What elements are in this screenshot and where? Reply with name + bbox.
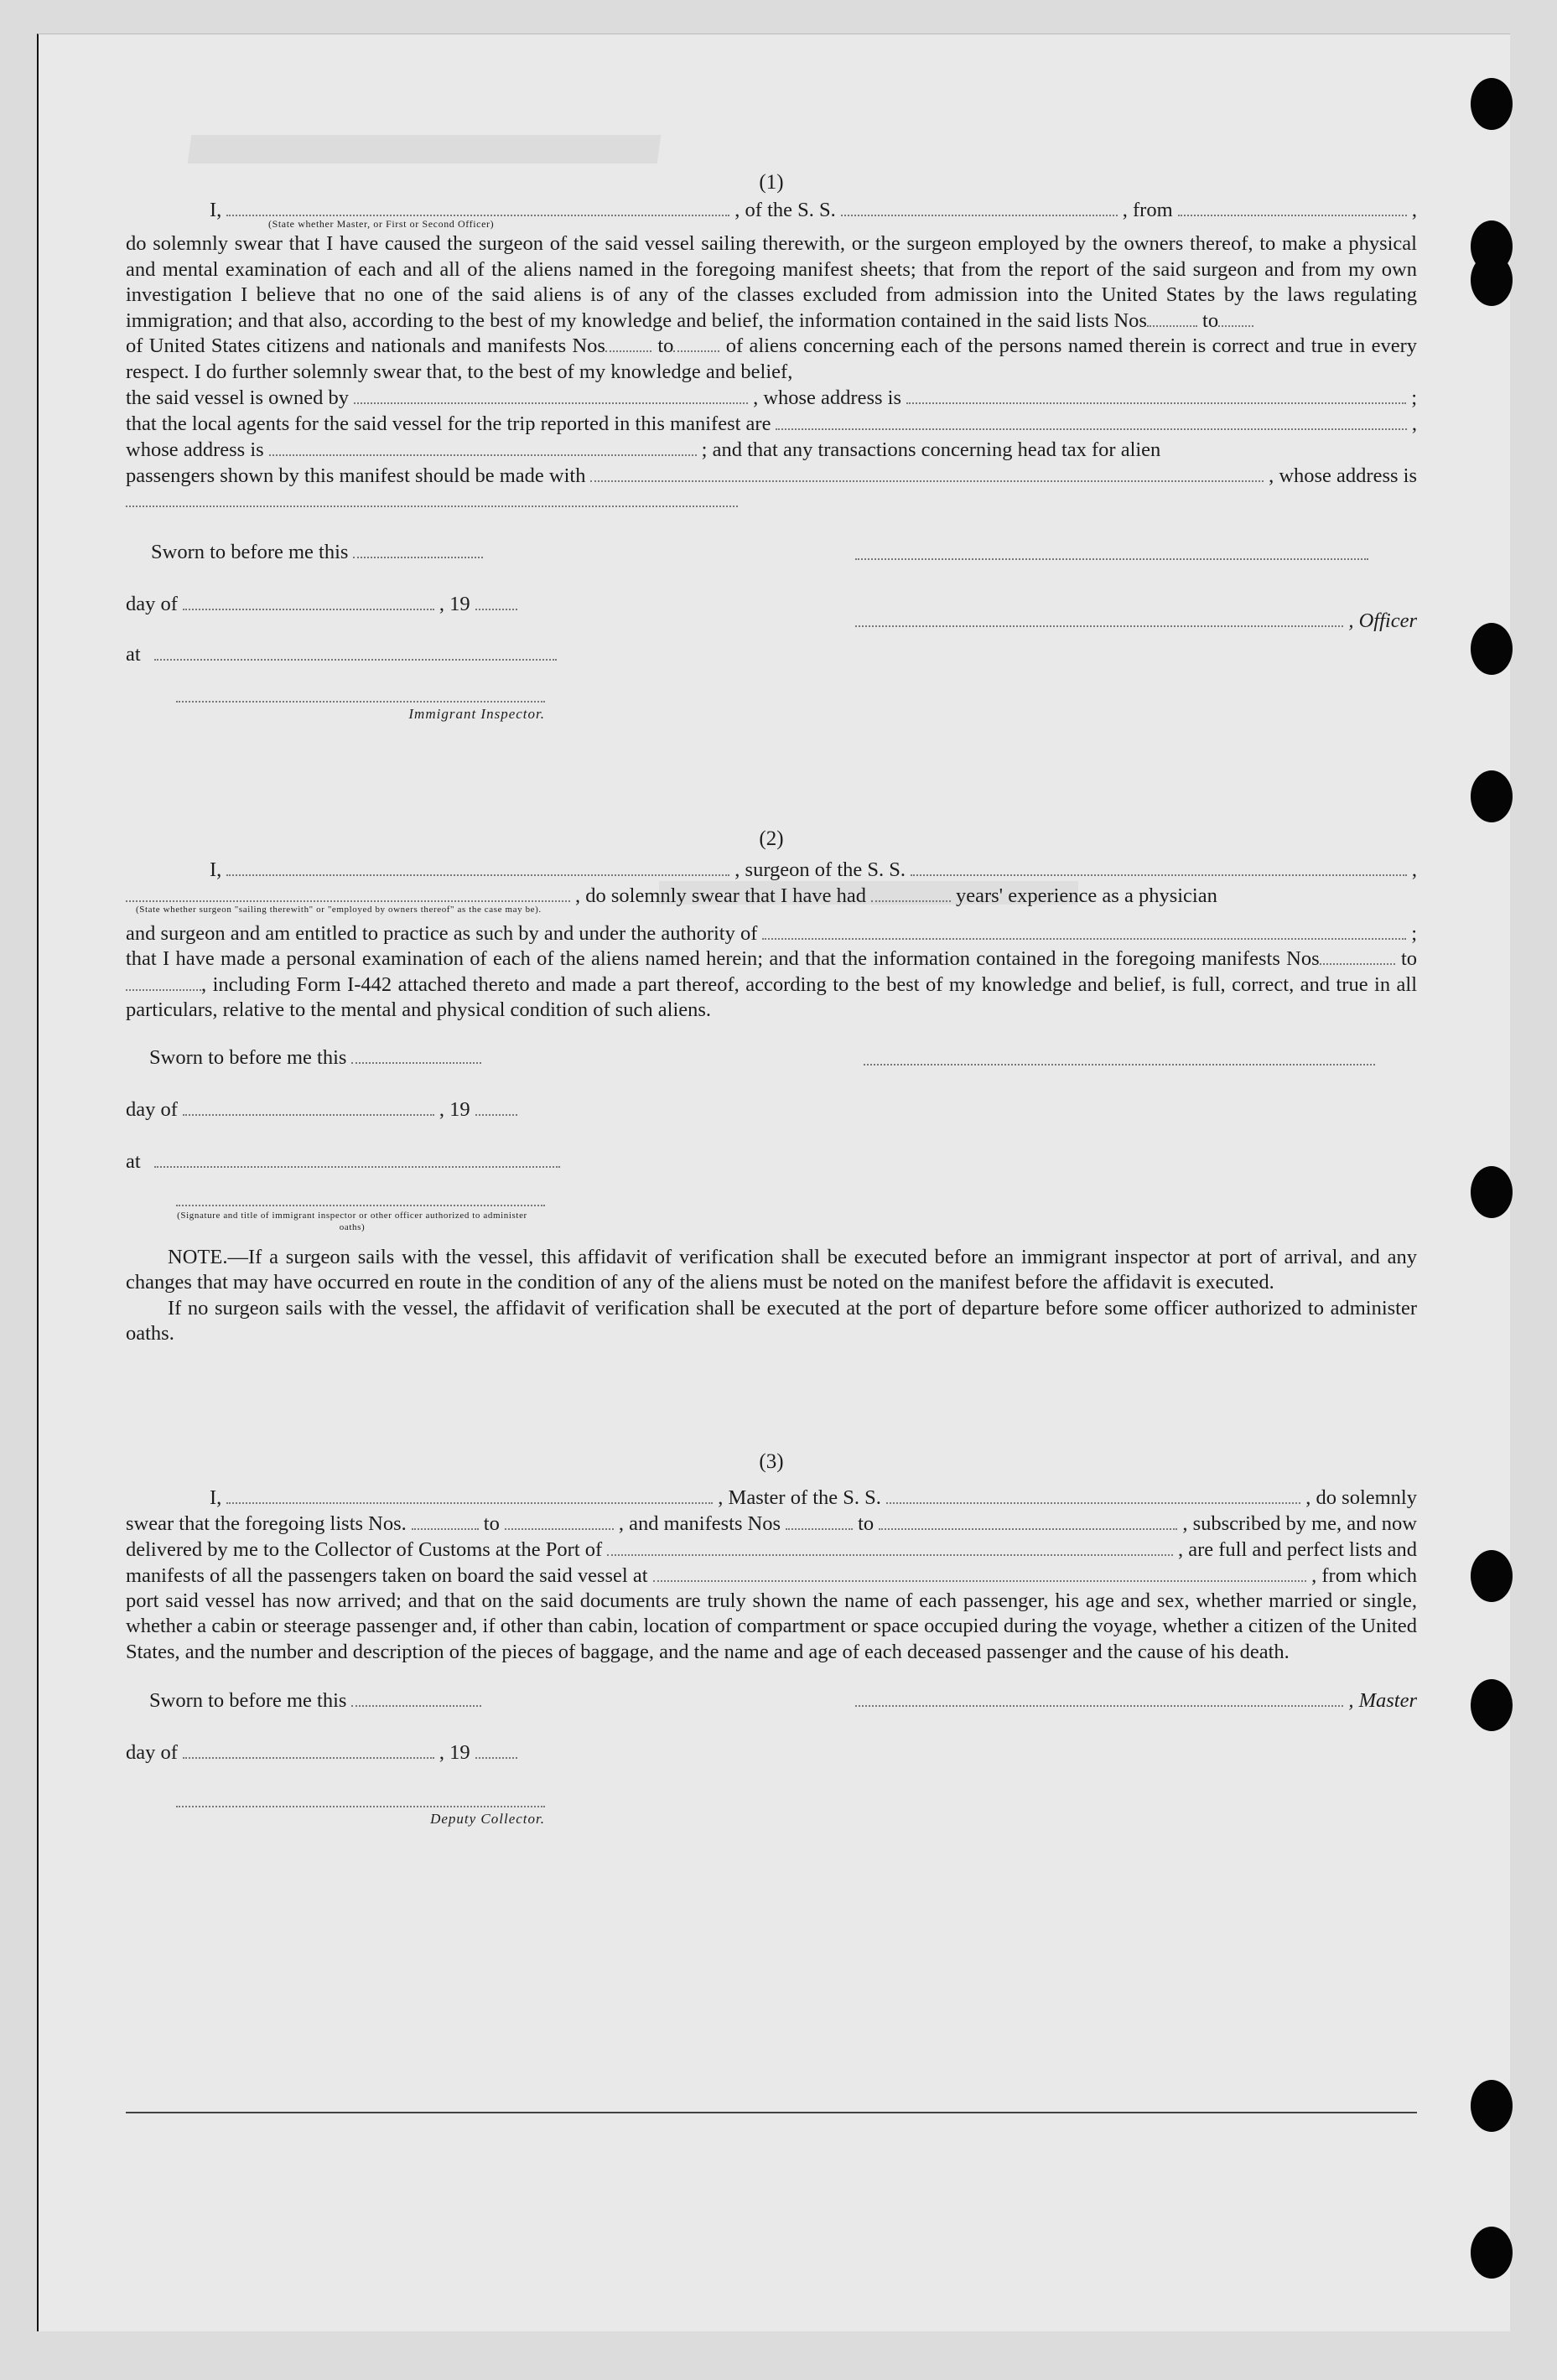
blank-sworn-day[interactable] <box>351 1045 481 1064</box>
blank-place[interactable] <box>154 1149 560 1168</box>
blank-surgeon-status[interactable] <box>126 884 570 902</box>
blank-manifests-to[interactable] <box>879 1511 1177 1530</box>
blank-manifests-from[interactable] <box>605 350 651 352</box>
punch-hole <box>1471 623 1513 675</box>
day-of-line: day of , 19 <box>126 1740 522 1765</box>
form-content <box>126 169 1417 1848</box>
section1-signatures <box>126 540 1417 749</box>
blank-authority[interactable] <box>762 921 1406 940</box>
blank-year[interactable] <box>475 1097 517 1116</box>
deputy-signature[interactable]: Deputy Collector. <box>176 1797 545 1828</box>
blank-vessel[interactable] <box>841 198 1118 216</box>
punch-hole <box>1471 1166 1513 1218</box>
line-lists: swear that the foregoing lists Nos. to , and manifests Nos to , subscribed by me, and now <box>126 1511 1417 1535</box>
inspector-signature[interactable]: Immigrant Inspector. <box>176 692 545 723</box>
section2-body: that I have made a personal examination of each of the aliens named herein; and that the information contained in the foregoing manifests Nos to, including Form I-442 attached thereto and made a part thereof, according to the best of my knowledge and belief, is full, correct, and true in all particulars, relative to the mental and physical condition of such aliens. <box>126 947 1417 1021</box>
blank-port[interactable] <box>607 1537 1173 1556</box>
sworn-line: Sworn to before me this <box>151 540 488 564</box>
blank-from[interactable] <box>1178 198 1407 216</box>
blank-place[interactable] <box>154 642 557 661</box>
blank-officer-signature[interactable] <box>855 609 1343 627</box>
day-of-line: day of , 19 <box>126 1097 522 1122</box>
line-address-continued <box>126 489 1417 515</box>
surgeon-caption: (State whether surgeon "sailing therewith" or "employed by owners thereof" as the case may be). <box>136 905 542 915</box>
line-agents: that the local agents for the said vessel for the trip reported in this manifest are , <box>126 412 1417 435</box>
inspector-signature[interactable]: (Signature and title of immigrant inspector or other officer authorized to administer oaths) <box>176 1196 545 1233</box>
officer-signature-upper[interactable] <box>855 540 1368 560</box>
note-paragraph-2: If no surgeon sails with the vessel, the affidavit of verification shall be executed at the port of departure before some officer authorized to administer oaths. <box>126 1296 1417 1345</box>
note-paragraph: NOTE.—If a surgeon sails with the vessel, this affidavit of verification shall be executed before an immigrant inspector at port of arrival, and any changes that may have occurred en route in the condition of any of the aliens must be noted on the manifest before the affidavit is executed. <box>126 1245 1417 1294</box>
blank-month[interactable] <box>183 592 434 610</box>
blank-owner-address[interactable] <box>906 386 1406 404</box>
day-of-line: day of , 19 <box>126 592 522 616</box>
surgeon-signature[interactable] <box>864 1045 1375 1066</box>
punch-hole <box>1471 1679 1513 1731</box>
line-surgeon-status: , do solemnly swear that I have had years' experience as a physician <box>126 883 1417 909</box>
blank-month[interactable] <box>183 1740 434 1759</box>
blank-sworn-day[interactable] <box>353 540 483 558</box>
section-number: (2) <box>759 827 784 850</box>
master-line: , Master <box>855 1688 1417 1713</box>
punch-hole <box>1471 2227 1513 2279</box>
blank-lists-to[interactable] <box>505 1511 614 1530</box>
blank-surgeon-manifests-to[interactable] <box>126 989 201 991</box>
blank-year[interactable] <box>475 592 517 610</box>
bottom-rule <box>126 2112 1417 2113</box>
line-master-name: I, , of the S. S. , from , <box>210 199 1417 221</box>
blank-master-name[interactable] <box>226 1486 713 1504</box>
blank-contact-address[interactable] <box>126 489 738 507</box>
blank-surgeon-vessel[interactable] <box>911 858 1407 876</box>
at-line: at <box>126 1149 565 1174</box>
blank-lists-from[interactable] <box>1147 325 1197 327</box>
line-master: I, , Master of the S. S. , do solemnly <box>210 1486 1417 1509</box>
rank-caption: (State whether Master, or First or Second Officer) <box>268 218 495 230</box>
section3-body: port said vessel has now arrived; and that on the said documents are truly shown the name of each passenger, his age and sex, whether married or single, whether a cabin or steerage passenger and, if other than cabin, location of compartment or space occupied during the voyage, whether a citizen of the United States, and the number and description of the pieces of baggage, and the name and age of each deceased passenger and the cause of his death. <box>126 1589 1417 1663</box>
blank-lists-to[interactable] <box>1218 325 1253 327</box>
blank-head-tax-contact[interactable] <box>590 464 1264 482</box>
blank-master-signature[interactable] <box>855 1688 1343 1707</box>
line-authority: and surgeon and am entitled to practice as such by and under the authority of ; <box>126 922 1417 945</box>
blank-agents[interactable] <box>776 412 1406 430</box>
sworn-line: Sworn to before me this <box>149 1688 486 1713</box>
blank-agent-address[interactable] <box>269 438 697 456</box>
section-number: (3) <box>759 1449 784 1473</box>
blank-owner[interactable] <box>354 386 748 404</box>
line-delivered: delivered by me to the Collector of Customs at the Port of , are full and perfect lists and <box>126 1537 1417 1561</box>
punch-hole <box>1471 254 1513 306</box>
blank-manifests-to[interactable] <box>673 350 719 352</box>
blank-years[interactable] <box>871 884 951 902</box>
bleed-through <box>188 135 662 163</box>
punch-hole <box>1471 78 1513 130</box>
line-taken-at: manifests of all the passengers taken on board the said vessel at , from which <box>126 1563 1417 1587</box>
line-surgeon-name: I, , surgeon of the S. S. , <box>210 858 1417 881</box>
line-agent-address: whose address is ; and that any transactions concerning head tax for alien <box>126 438 1161 461</box>
blank-name[interactable] <box>226 198 729 216</box>
blank-year[interactable] <box>475 1740 517 1759</box>
sworn-line: Sworn to before me this <box>149 1045 486 1070</box>
blank-surgeon-name[interactable] <box>226 858 729 876</box>
punch-hole <box>1471 2080 1513 2132</box>
blank-sworn-day[interactable] <box>351 1688 481 1707</box>
blank-month[interactable] <box>183 1097 434 1116</box>
officer-line: , Officer <box>855 609 1417 633</box>
blank-lists-from[interactable] <box>412 1511 479 1530</box>
blank-manifests-from[interactable] <box>786 1511 853 1530</box>
document-page <box>37 34 1510 2331</box>
section-number: (1) <box>759 171 784 194</box>
blank-surgeon-manifests-from[interactable] <box>1320 963 1395 965</box>
section2-signatures <box>126 1045 1417 1238</box>
punch-hole <box>1471 1550 1513 1602</box>
section1-body: do solemnly swear that I have caused the surgeon of the said vessel sailing therewith, or the surgeon employed by the owners thereof, to make a physical and mental examination of each and all of the aliens named in the foregoing manifest sheets; that from the report of the said surgeon and from my own investigation I believe that no one of the said aliens is of any of the classes excluded from admission into the United States by the laws regulating immigration; and that also, according to the best of my knowledge and belief, the information contained in the said lists Nos to <box>126 232 1417 332</box>
line-owned-by: the said vessel is owned by , whose address is ; <box>126 386 1417 409</box>
section3-signatures <box>126 1688 1417 1848</box>
line-passengers: passengers shown by this manifest should be made with , whose address is <box>126 464 1417 487</box>
blank-embark-port[interactable] <box>653 1563 1307 1582</box>
section1-body-2: of United States citizens and nationals and manifests Nos to of aliens concerning each of the persons named therein is correct and true in every respect. I do further solemnly swear that, to the best of my knowledge and belief, <box>126 334 1417 383</box>
at-line: at <box>126 642 562 666</box>
punch-hole <box>1471 770 1513 822</box>
blank-master-vessel[interactable] <box>886 1486 1300 1504</box>
